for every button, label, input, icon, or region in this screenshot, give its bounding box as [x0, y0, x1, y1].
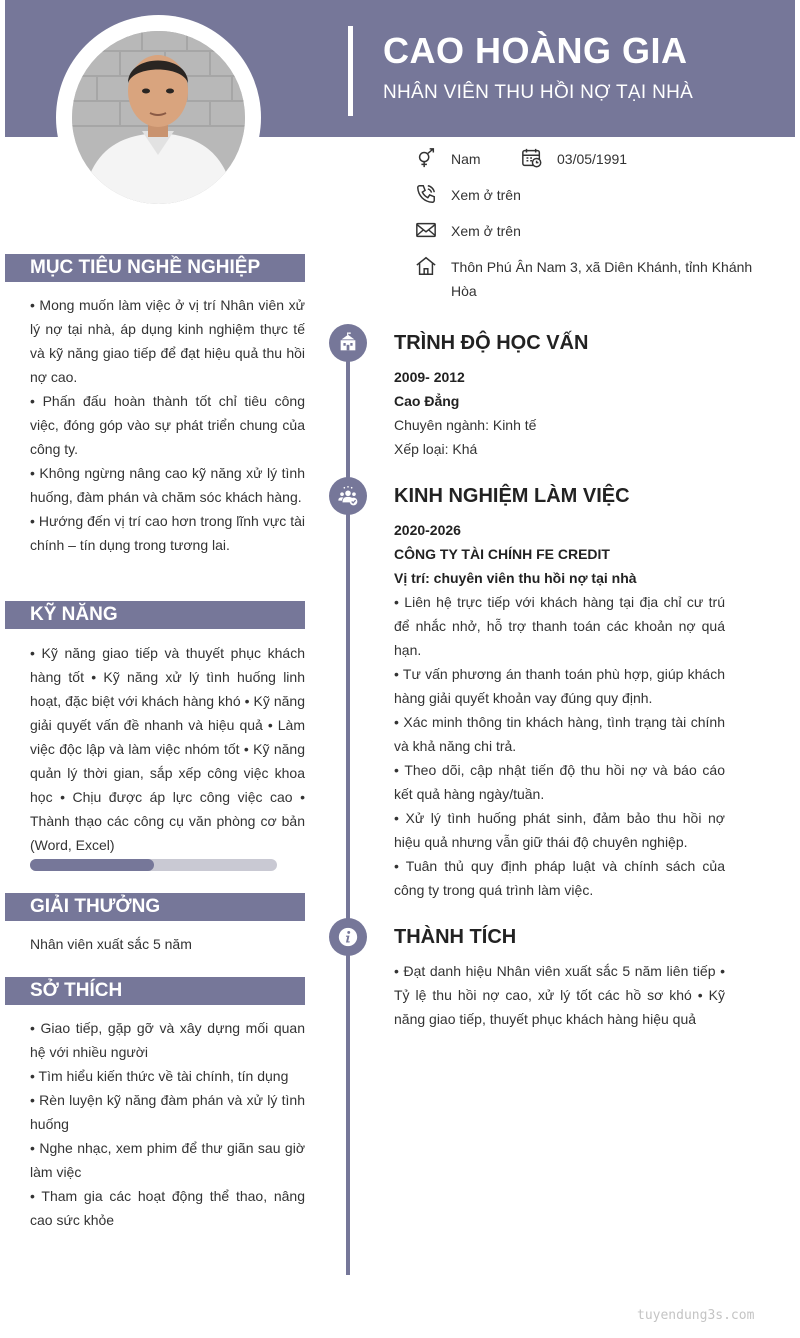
education-period: 2009- 2012: [394, 369, 465, 385]
experience-line: • Liên hệ trực tiếp với khách hàng tại địa chỉ cư trú để nhắc nhở, hỗ trợ thanh toán các khoản nợ quá hạn.: [394, 594, 725, 658]
education-school: Cao Đẳng: [394, 393, 460, 409]
hobby-line: • Giao tiếp, gặp gỡ và xây dựng mối quan hệ với nhiều người: [30, 1020, 305, 1060]
contact-address: [415, 255, 760, 303]
objective-line: • Mong muốn làm việc ở vị trí Nhân viên xử lý nợ tại nhà, áp dụng kinh nghiệm thực tế và kỹ năng giao tiếp để đạt hiệu quả thu hồi nợ cao.: [30, 297, 305, 385]
job-title: NHÂN VIÊN THU HỒI NỢ TẠI NHÀ: [383, 82, 694, 103]
hobby-line: • Tham gia các hoạt động thể thao, nâng cao sức khỏe: [30, 1188, 305, 1228]
objective-line: • Phấn đấu hoàn thành tốt chỉ tiêu công việc, đóng góp vào sự phát triển chung của công ty.: [30, 393, 305, 457]
awards-body: Nhân viên xuất sắc 5 năm: [30, 936, 192, 952]
experience-line: • Xác minh thông tin khách hàng, tình trạng tài chính và khả năng chi trả.: [394, 714, 725, 754]
experience-body: [394, 518, 725, 902]
experience-company: CÔNG TY TÀI CHÍNH FE CREDIT: [394, 546, 610, 562]
email-value: Xem ở trên: [451, 223, 521, 239]
home-icon: [415, 255, 437, 277]
address-value: Thôn Phú Ân Nam 3, xã Diên Khánh, tỉnh Khánh Hòa: [451, 259, 753, 299]
skills-heading: KỸ NĂNG: [5, 601, 305, 629]
birthdate-value: 03/05/1991: [557, 151, 628, 167]
experience-line: • Tư vấn phương án thanh toán phù hợp, giúp khách hàng giải quyết khoản vay đúng quy định.: [394, 666, 725, 706]
experience-period: 2020-2026: [394, 522, 461, 538]
hobby-line: • Tìm hiểu kiến thức về tài chính, tín dụng: [30, 1068, 289, 1084]
education-body: [394, 365, 725, 461]
experience-line: • Xử lý tình huống phát sinh, đảm bảo thu hồi nợ hiệu quả nhưng vẫn giữ thái độ chuyên nghiệp.: [394, 810, 725, 850]
team-icon: [329, 477, 367, 515]
candidate-name: CAO HOÀNG GIA: [383, 30, 688, 71]
avatar-photo: [72, 31, 245, 204]
gender-icon: [415, 147, 437, 169]
calendar-icon: [521, 147, 543, 169]
objective-heading: MỤC TIÊU NGHỀ NGHIỆP: [5, 254, 305, 282]
hobby-line: • Nghe nhạc, xem phim để thư giãn sau giờ làm việc: [30, 1140, 305, 1180]
objective-line: • Hướng đến vị trí cao hơn trong lĩnh vực tài chính – tín dụng trong tương lai.: [30, 513, 305, 553]
experience-heading: KINH NGHIỆM LÀM VIỆC: [394, 485, 630, 507]
school-icon: [329, 324, 367, 362]
contact-birthdate: [521, 147, 627, 171]
experience-line: • Theo dõi, cập nhật tiến độ thu hồi nợ và báo cáo kết quả hàng ngày/tuần.: [394, 762, 725, 802]
watermark: tuyendung3s.com: [637, 1308, 755, 1323]
skills-body: • Kỹ năng giao tiếp và thuyết phục khách hàng tốt • Kỹ năng xử lý tình huống linh hoạt, đặc biệt với khách hàng khó • Kỹ năng giải quyết vấn đề nhanh và hiệu quả • Làm việc độc lập và làm việc nhóm tốt • Kỹ năng quản lý thời gian, sắp xếp công việc khoa học • Chịu được áp lực công việc cao • Thành thạo các công cụ văn phòng cơ bản (Word, Excel): [30, 645, 305, 853]
objective-line: • Không ngừng nâng cao kỹ năng xử lý tình huống, đàm phán và chăm sóc khách hàng.: [30, 465, 305, 505]
info-icon: [329, 918, 367, 956]
achievements-heading: THÀNH TÍCH: [394, 926, 517, 948]
contact-phone: [415, 183, 521, 207]
phone-icon: [415, 183, 437, 205]
awards-heading: GIẢI THƯỞNG: [5, 893, 305, 921]
achievements-body: • Đạt danh hiệu Nhân viên xuất sắc 5 năm liên tiếp • Tỷ lệ thu hồi nợ cao, xử lý tốt các hồ sơ khó • Kỹ năng giao tiếp, thuyết phục khách hàng hiệu quả: [394, 963, 725, 1027]
experience-position: Vị trí: chuyên viên thu hồi nợ tại nhà: [394, 570, 637, 586]
hobbies-heading: SỞ THÍCH: [5, 977, 305, 1005]
avatar: [72, 31, 245, 204]
skill-level-bar: [30, 859, 277, 871]
education-grade: Xếp loại: Khá: [394, 441, 478, 457]
experience-line: • Tuân thủ quy định pháp luật và chính sách của công ty trong quá trình làm việc.: [394, 858, 725, 898]
contact-gender: [415, 147, 481, 171]
contact-email: [415, 219, 521, 243]
phone-value: Xem ở trên: [451, 187, 521, 203]
gender-value: Nam: [451, 151, 481, 167]
education-heading: TRÌNH ĐỘ HỌC VẤN: [394, 332, 589, 354]
education-major: Chuyên ngành: Kinh tế: [394, 417, 537, 433]
objective-body: [30, 293, 305, 557]
skill-level-fill: [30, 859, 154, 871]
hobbies-body: [30, 1016, 305, 1232]
hobby-line: • Rèn luyện kỹ năng đàm phán và xử lý tình huống: [30, 1092, 305, 1132]
envelope-icon: [415, 219, 437, 241]
header-divider: [348, 26, 353, 116]
